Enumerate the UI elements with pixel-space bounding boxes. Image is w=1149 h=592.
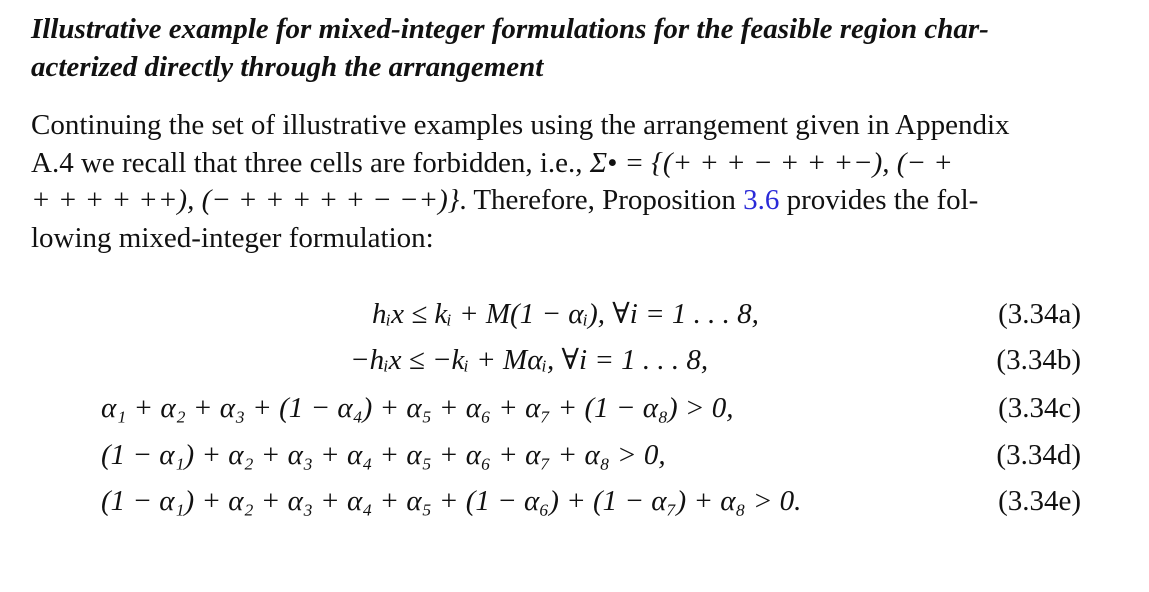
heading-line-2: acterized directly through the arrangement [31, 51, 544, 83]
equation-label-3-34e: (3.34e) [998, 485, 1081, 517]
equation-label-3-34a: (3.34a) [998, 298, 1081, 330]
paragraph-line-2-text: A.4 we recall that three cells are forbidden, i.e., [31, 146, 590, 179]
proposition-link[interactable]: 3.6 [743, 184, 780, 216]
body-paragraph [31, 107, 1081, 257]
paragraph-line-3-text: . Therefore, Proposition [459, 184, 744, 216]
section-heading [31, 10, 1081, 86]
equation-label-3-34c: (3.34c) [998, 392, 1081, 424]
equation-3-34c: α₁ + α₂ + α₃ + (1 − α₄) + α₅ + α₆ + α₇ + (1 − α₈) > 0, [101, 392, 734, 424]
equation-3-34e: (1 − α₁) + α₂ + α₃ + α₄ + α₅ + (1 − α₆) + (1 − α₇) + α₈ > 0. [101, 485, 802, 517]
forbidden-cells-math: Σ• = {(+ + + − + + +−), (− + [589, 146, 953, 179]
equation-label-3-34d: (3.34d) [996, 439, 1081, 471]
forbidden-cells-math-cont: + + + + ++), (− + + + + + − −+)} [31, 184, 460, 216]
paragraph-line-3-tail: provides the fol- [779, 184, 979, 216]
equation-3-34b: −hᵢx ≤ −kᵢ + Mαᵢ, ∀i = 1 . . . 8, [350, 344, 709, 376]
equation-label-3-34b: (3.34b) [996, 344, 1081, 376]
paragraph-line-3 [31, 182, 1081, 220]
equation-3-34a: hᵢx ≤ kᵢ + M(1 − αᵢ), ∀i = 1 . . . 8, [372, 298, 759, 330]
paragraph-line-2 [31, 145, 1081, 183]
paragraph-line-4: lowing mixed-integer formulation: [31, 221, 434, 254]
paragraph-line-1: Continuing the set of illustrative examples using the arrangement given in Appendix [31, 109, 1010, 141]
heading-line-1: Illustrative example for mixed-integer formulations for the feasible region char- [31, 13, 989, 45]
equation-3-34d: (1 − α₁) + α₂ + α₃ + α₄ + α₅ + α₆ + α₇ + α₈ > 0, [101, 439, 666, 471]
